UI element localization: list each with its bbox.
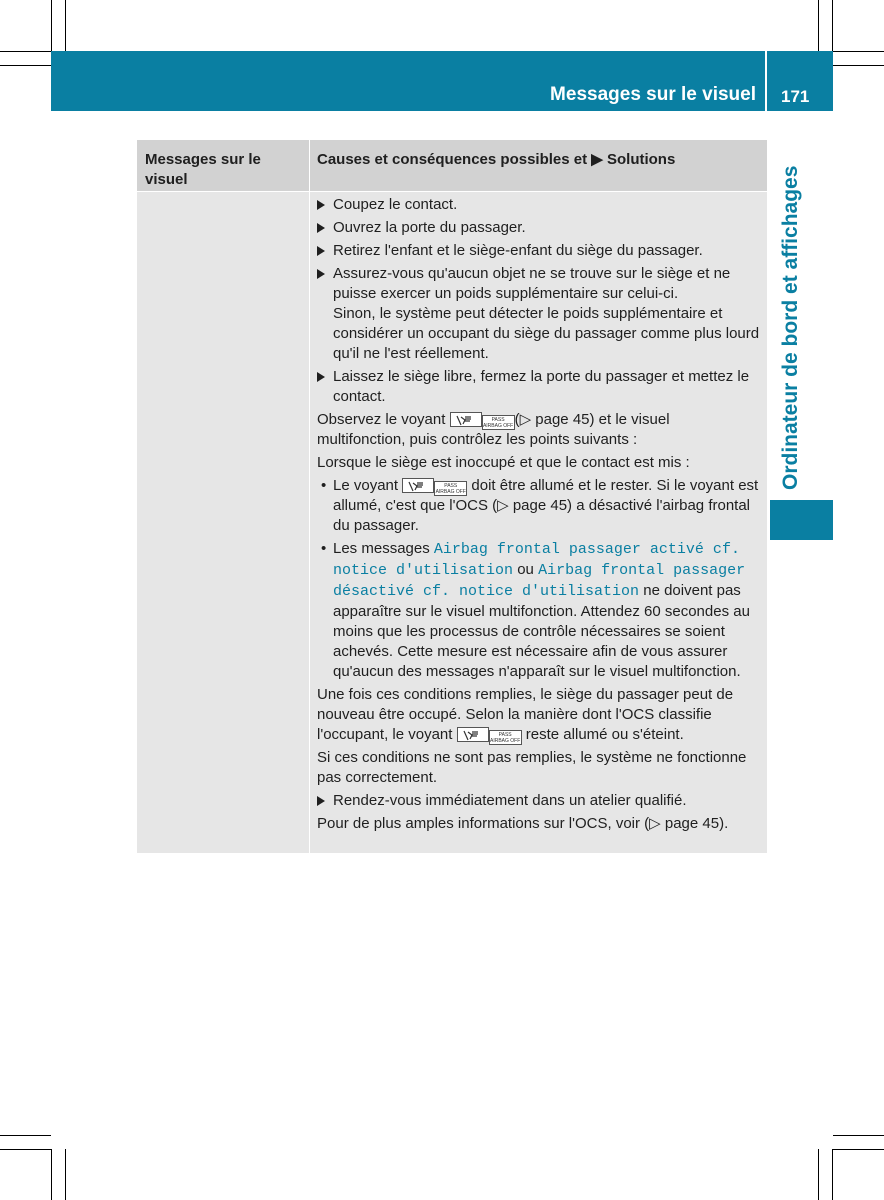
crop-mark [818, 1149, 819, 1200]
display-message: Airbag frontal passager activé cf. notice d'utilisation [333, 541, 740, 579]
bullet-item [317, 539, 761, 682]
step-text: Retirez l'enfant et le siège-enfant du siège du passager. [333, 242, 703, 259]
child-seat-icon [402, 478, 434, 493]
crop-mark [0, 1135, 51, 1136]
step-item [317, 367, 761, 407]
crop-mark [51, 0, 52, 51]
not-met-paragraph: Si ces conditions ne sont pas remplies, le système ne fonctionne pas correctement. [317, 749, 747, 786]
step-item [317, 241, 761, 261]
pass-airbag-off-icon: PASS AIRBAG OFF [489, 732, 521, 744]
display-message: Airbag frontal passager désactivé cf. notice d'utilisation [333, 562, 746, 600]
message-table [137, 140, 767, 853]
arrow-icon [317, 796, 325, 806]
more-info-paragraph: Pour de plus amples informations sur l'OCS, voir (▷ page 45). [317, 815, 729, 832]
after-text: Une fois ces conditions remplies, le siège du passager peut de nouveau être occupé. Selon la manière dont l'OCS classifie l'occupant, le voyant [317, 686, 734, 743]
crop-mark [833, 65, 884, 66]
arrow-icon [317, 372, 325, 382]
column-header-causes: Causes et conséquences possibles et ▶ Solutions [310, 140, 767, 191]
arrow-icon [317, 200, 325, 210]
step-text: Laissez le siège libre, fermez la porte du passager et mettez le contact. [333, 368, 750, 405]
bullet-text: ne doivent pas apparaître sur le visuel multifonction. Attendez 60 secondes au moins que les processus de contrôle nécessaires se soient achevés. Cette mesure est nécessaire afin de vous assurer qu'aucun des messages n'apparaît sur le visuel multifonction. [333, 582, 750, 680]
step-text: Rendez-vous immédiatement dans un atelier qualifié. [333, 792, 687, 809]
chapter-tab: Ordinateur de bord et affichages [779, 165, 802, 490]
arrow-icon [317, 246, 325, 256]
crop-mark [833, 51, 884, 52]
crop-mark [832, 0, 833, 51]
chapter-tab-marker [770, 500, 833, 540]
bullet-dot: • [321, 540, 327, 557]
observe-text: Observez le voyant [317, 411, 446, 428]
after-paragraph [317, 685, 761, 745]
bullet-dot: • [321, 477, 327, 494]
observe-text: (▷ page 45) et le visuel multifonction, puis contrôlez les points suivants : [317, 411, 670, 448]
step-note: Sinon, le système peut détecter le poids supplémentaire et considérer un occupant du siège du passager comme plus lourd qu'il ne l'est réellement. [333, 305, 760, 362]
step-item [317, 195, 761, 215]
crop-mark [65, 0, 66, 51]
crop-mark [0, 51, 51, 52]
seat-empty-paragraph: Lorsque le siège est inoccupé et que le contact est mis : [317, 454, 690, 471]
child-seat-icon [457, 727, 489, 742]
page-number: 171 [781, 87, 810, 106]
message-cell [137, 192, 309, 853]
bullet-item [317, 476, 761, 536]
bullet-text: Le voyant [333, 477, 399, 494]
child-seat-icon [450, 412, 482, 427]
crop-mark [0, 65, 51, 66]
step-item [317, 264, 761, 304]
crop-mark [818, 0, 819, 51]
step-item [317, 218, 761, 238]
bullet-text: Les messages [333, 540, 430, 557]
arrow-icon [317, 223, 325, 233]
pass-airbag-off-icon: PASS AIRBAG OFF [482, 417, 514, 429]
step-text: Coupez le contact. [333, 196, 458, 213]
crop-mark [51, 1149, 52, 1200]
crop-mark [833, 1135, 884, 1136]
solutions-cell [310, 192, 767, 853]
crop-mark [833, 1149, 884, 1150]
crop-mark [65, 1149, 66, 1200]
step-text: Assurez-vous qu'aucun objet ne se trouve sur le siège et ne puisse exercer un poids supplémentaire sur celui-ci. [333, 265, 731, 302]
bullet-text: ou [517, 561, 534, 578]
page-title: Messages sur le visuel [550, 84, 756, 105]
pass-airbag-off-icon: PASS AIRBAG OFF [435, 483, 466, 495]
column-header-messages: Messages sur le visuel [137, 140, 309, 191]
crop-mark [0, 1149, 51, 1150]
crop-mark [832, 1149, 833, 1200]
header-divider [765, 51, 767, 111]
observe-paragraph [317, 410, 761, 450]
arrow-icon [317, 269, 325, 279]
step-text: Ouvrez la porte du passager. [333, 219, 526, 236]
bullet-text: doit être allumé et le rester. Si le voyant est allumé, c'est que l'OCS (▷ page 45) a désactivé l'airbag frontal du passager. [333, 477, 759, 534]
step-item [317, 791, 761, 811]
after-text: reste allumé ou s'éteint. [525, 726, 684, 743]
